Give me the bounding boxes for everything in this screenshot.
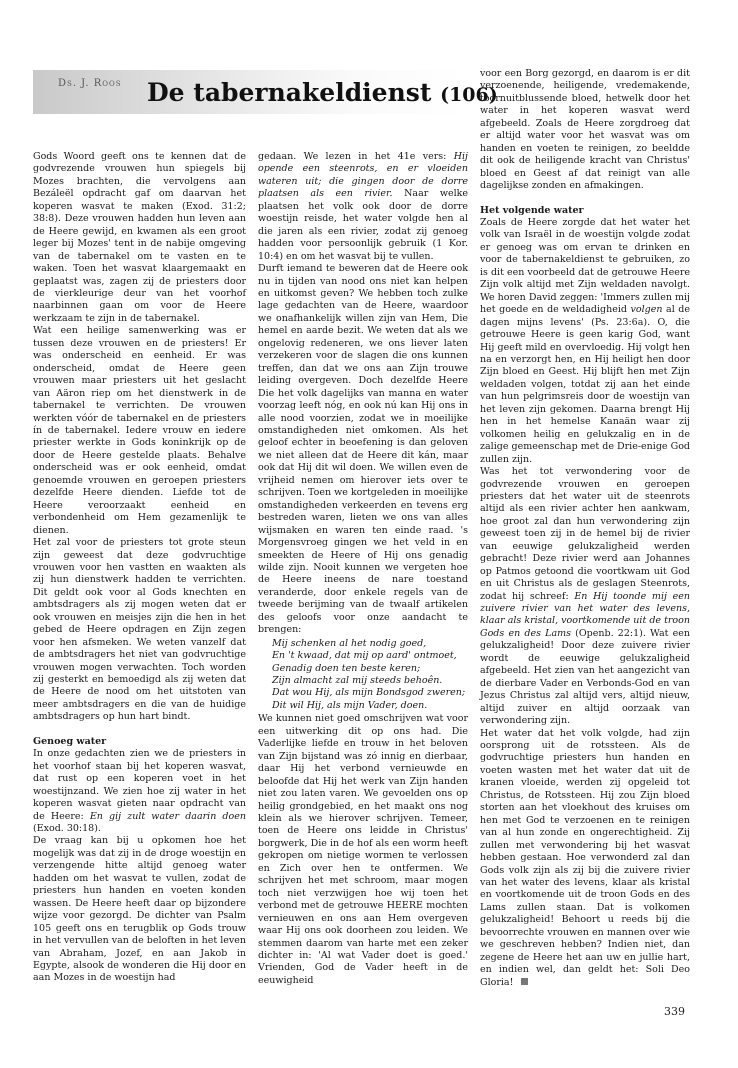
author-name: Ds. J. Roos — [58, 78, 122, 89]
paragraph — [33, 748, 246, 835]
series-number: (106) — [440, 84, 498, 106]
article-title — [147, 78, 498, 107]
poem-line: Mij schenken al het nodig goed, — [272, 637, 427, 649]
paragraph — [480, 466, 690, 728]
scripture-quote: En gij zult water daarin doen — [89, 810, 246, 822]
paragraph-text: gedaan. We lezen in het 41e vers: — [258, 151, 454, 162]
column-3 — [480, 68, 690, 989]
column-2 — [258, 151, 468, 987]
scripture-quote: En Hij toonde mij een zuivere rivier van het water des levens, klaar als kristal, voortkomende uit de troon Gods en des Lams — [480, 590, 691, 639]
paragraph — [480, 728, 690, 990]
scripture-reference: (Exod. 30:18). — [33, 823, 101, 835]
poem-line: Genadig doen ten beste keren; — [272, 662, 421, 674]
section-heading: Genoeg water — [33, 735, 107, 747]
page-number: 339 — [664, 1005, 685, 1018]
column-1 — [33, 151, 246, 985]
paragraph-text: Was het tot verwondering voor de godvrezende vrouwen en geroepen priesters dat het water uit de steenrots altijd als een rivier achter hen aankwam, hoe groot zal dan hun verwondering zijn geweest toen zij in de hemel bij de rivier van eeuwige gelukzaligheid werden gebracht! Deze rivier werd aan Johannes op Patmos getoond die voortkwam uit God en uit Christus als de geslagen Steenrots, zodat hij schreef: — [480, 466, 690, 602]
paragraph-text: Het water dat het volk volgde, had zijn oorsprong uit de rotssteen. Als de godvruchtige priesters hun handen en voeten wasten met het water dat uit de kranen vloeide, werden zij opgeleid tot Christus, de Rotssteen. Hij zou Zijn bloed storten aan het vloekhout des kruises om hen met God te verzoenen en te reinigen van al hun zonde en ongerechtigheid. Zij zullen met verwondering bij het wasvat hebben gestaan. Hoe verwonderd zal dan Gods volk zijn als zij bij die zuivere rivier van het water des levens, klaar als kristal en voortkomende uit de troon Gods en des Lams zullen staan. Dat is volkomen gelukzaligheid! Behoort u reeds bij die bevoorrechte vrouwen en mannen over wie we geschreven hebben? Indien niet, dan zegene de Heere het aan uw en jullie hart, en indien wel, dan geldt het: Soli Deo Gloria! — [480, 727, 690, 988]
paragraph: Durft iemand te beweren dat de Heere ook nu in tijden van nood ons niet kan helpen en uitkomst geven? We hebben toch zulke lage gedachten van de Heere, waardoor we onafhankelijk willen zijn van Hem, Die hemel en aarde bezit. We weten dat als we ongelovig redeneren, we ons liever laten verzekeren voor de slagen die ons kunnen treffen, dan dat we ons aan Zijn trouwe leiding overgeven. Doch dezelfde Heere Die het volk dagelijks van manna en water voorzag leeft nóg, en ook nú kan Hij ons in alle nood voorzien, zodat we in moeilijke omstandigheden niet omkomen. Als het geloof echter in beoefening is dan geloven we niet alleen dat de Heere dit kán, maar ook dat Hij dit wil doen. We willen even de vrijheid nemen om hierover iets over te schrijven. Toen we kortgeleden in moeilijke omstandigheden verkeerden en tevens erg bestreden waren, lieten we ons van alles wijsmaken en waren ten einde raad. 's Morgensvroeg gingen we het veld in en smeekten de Heere of Hij ons genadig wilde zijn. Nooit kunnen we vergeten hoe de Heere ineens de nare toestand veranderde, door enkele regels van de tweede berijming van de twaalf artikelen des geloofs voor onze aandacht te brengen: — [258, 263, 468, 636]
paragraph-text: Naar welke plaatsen het volk ook door de dorre woestijn reisde, het water volgde hen al die jaren als een rivier, zodat zij genoeg hadden voor persoonlijk gebruik (1 Kor. 10:4) en om het wasvat bij te vullen. — [258, 188, 468, 262]
paragraph: We kunnen niet goed omschrijven wat voor een uitwerking dit op ons had. Die Vaderlijke liefde en trouw in het beloven van Zijn bijstand was zó innig en dierbaar, daar Hij het verbond vernieuwde en beloofde dat Hij het werk van Zijn handen niet zou laten varen. We gevoelden ons op heilig grondgebied, en het maakt ons nog klein als we hierover schrijven. Temeer, toen de Heere ons leidde in Christus' borgwerk, Die in de hof als een worm heeft gekropen om nietige wormen te verlossen en Zich over hen te ontfermen. We schrijven het met schroom, maar mogen toch niet verzwijgen hoe wij toen het verbond met de getrouwe HEERE mochten vernieuwen en ons aan Hem overgeven waar Hij ons ook doorheen zou leiden. We stemmen daarom van harte met een zeker dichter in: 'Al wat Vader doet is goed.' Vrienden, God de Vader heeft in de eeuwigheid — [258, 713, 468, 986]
paragraph: Het zal voor de priesters tot grote steun zijn geweest dat deze godvruchtige vrouwen voor hen vastten en waakten als zij hun dienstwerk hadden te verrichten. Dit geldt ook voor al Gods knechten en ambtsdragers als zij mogen weten dat er ook vrouwen en meisjes zijn die hen in het gebed de Heere opdragen en Zijn zegen voor hen afsmeken. We weten vanzelf dat de ambtsdragers het niet van godvruchtige vrouwen mogen verwachten. Toch worden zij gesterkt en bemoedigd als zij weten dat de Heere de nood om het uitstoten van meer ambtsdragers en die van de huidige ambtsdragers op hun hart bindt. — [33, 537, 246, 723]
paragraph — [480, 217, 690, 466]
poem-line: Zijn almacht zal mij steeds behoên. — [272, 675, 443, 687]
scripture-quote: Hij opende een steenrots, en er vloeiden wateren uit; die gingen door de dorre plaatsen als een rivier. — [258, 151, 468, 200]
paragraph: Wat een heilige samenwerking was er tussen deze vrouwen en de priesters! Er was onderscheid en eenheid. Er was onderscheid, omdat de Heere geen vrouwen maar priesters uit het geslacht van Aäron riep om het dienstwerk in de tabernakel te verrichten. De vrouwen werkten vóór de tabernakel en de priesters ín de tabernakel. Iedere vrouw en iedere priester werkte in Gods koninkrijk op de door de Heere gestelde plaats. Behalve onderscheid was er ook eenheid, omdat genoemde vrouwen en geroepen priesters dezelfde Heere dienden. Liefde tot de Heere veroorzaakt eenheid en verbondenheid om Hem gezamenlijk te dienen. — [33, 325, 246, 536]
paragraph: Gods Woord geeft ons te kennen dat de godvrezende vrouwen hun spiegels bij Mozes brachten, die vervolgens aan Bezáleël opdracht gaf om daarvan het koperen wasvat te maken (Exod. 31:2; 38:8). Deze vrouwen hadden hun leven aan de Heere gewijd, en kwamen als een groot leger bij Mozes' tent in de nabije omgeving van de tabernakel om te vasten en te waken. Toen het wasvat klaargemaakt en geplaatst was, zagen zij de priesters door de vierkleurige deur van het voorhof naarbinnen gaan om voor de Heere werkzaam te zijn in de tabernakel. — [33, 151, 246, 324]
emphasis: volgen — [630, 304, 663, 316]
title-text: De tabernakeldienst — [147, 78, 432, 107]
poem-line: Dit wil Hij, als mijn Vader, doen. — [272, 699, 428, 711]
poem-line: Dat wou Hij, als mijn Bondsgod zweren; — [272, 687, 466, 699]
paragraph-text: Zoals de Heere zorgde dat het water het volk van Israël in de woestijn volgde zodat er genoeg was om ervan te drinken en voor de tabernakeldienst te gebruiken, zo is dit een voorbeeld dat de getrouwe Heere Zijn volk altijd met Zijn weldaden navolgt. We horen David zeggen: 'Immers zullen mij het goede en de weldadigheid — [480, 216, 690, 316]
paragraph — [258, 151, 468, 263]
poem-line: En 't kwaad, dat mij op aard' ontmoet, — [272, 650, 457, 662]
paragraph: De vraag kan bij u opkomen hoe het mogelijk was dat zij in de droge woestijn en verzengende hitte altijd genoeg water hadden om het wasvat te vullen, zodat de priesters hun handen en voeten konden wassen. De Heere heeft daar op bijzondere wijze voor gezorgd. De dichter van Psalm 105 geeft ons en terugblik op Gods trouw in het vervullen van de beloften in het leven van Abraham, Jozef, en aan Jakob in Egypte, alsook de wonderen die Hij door en aan Mozes in de woestijn had — [33, 835, 246, 984]
end-mark-icon — [521, 978, 528, 985]
paragraph-text: In onze gedachten zien we de priesters in het voorhof staan bij het koperen wasvat, dat rust op een koperen voet in het woestijnzand. We zien hoe zij water in het koperen wasvat gieten naar opdracht van de Heere: — [33, 748, 246, 822]
poem — [272, 638, 468, 713]
section-heading: Het volgende water — [480, 204, 584, 216]
paragraph-text: (Openb. 22:1). Wat een gelukzaligheid! Door deze zuivere rivier wordt de eeuwige gelukzaligheid afgebeeld. Het zien van het aangezicht van de dierbare Vader en Verbonds-God en van Jezus Christus zal altijd vers, altijd nieuw, altijd zuiver en altijd oorzaak van verwondering zijn. — [480, 627, 690, 727]
paragraph-text: al de dagen mijns levens' (Ps. 23:6a). O, die getrouwe Heere is geen karig God, want Hij geeft mild en overvloedig. Hij volgt hen na en verzorgt hen, en Hij heiligt hen door Zijn bloed en Geest. Hij blijft hen met Zijn weldaden volgen, totdat zij aan het einde van hun pelgrimsreis door de woestijn van het leven zijn gekomen. Daarna brengt Hij hen in het hemelse Kanaän waar zij volkomen heilig en gelukzalig en in de zalige gemeenschap met de Drie-enige God zullen zijn. — [480, 304, 690, 465]
paragraph: voor een Borg gezorgd, en daarom is er dit verzoenende, heiligende, vredemakende, toornuitblussende bloed, hetwelk door het water in het koperen wasvat werd afgebeeld. Zoals de Heere zorgdroeg dat er altijd water voor het wasvat was om handen en voeten te reinigen, zo beeldde dit ook de heiligende kracht van Christus' bloed en Geest af dat reinigt van alle dagelijkse zonden en afmakingen. — [480, 68, 690, 192]
